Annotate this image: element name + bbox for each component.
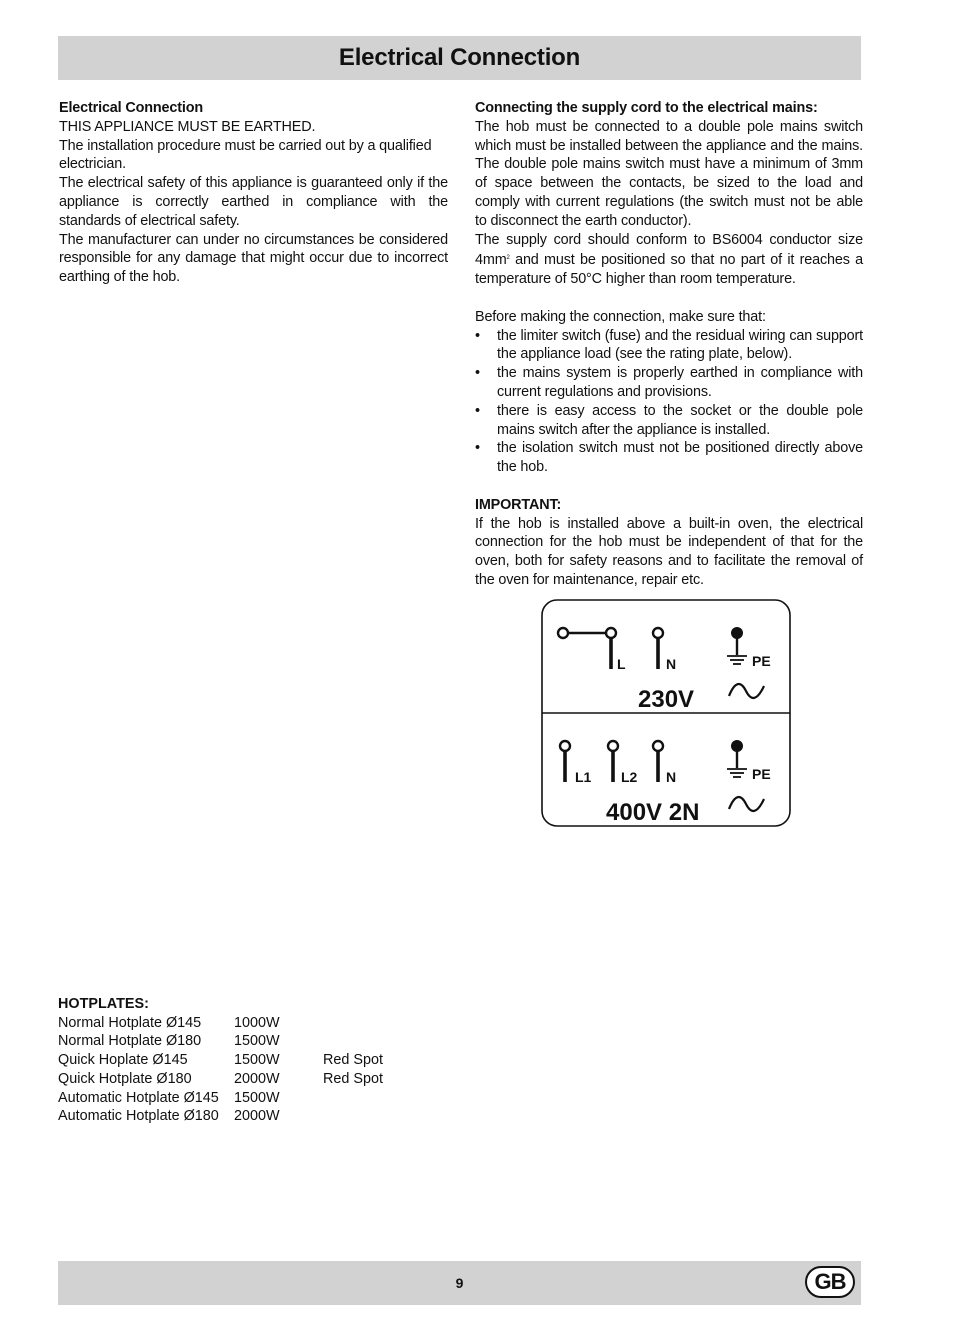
hotplate-power: 2000W <box>234 1108 280 1125</box>
voltage-230: 230V <box>638 686 695 713</box>
page-title: Electrical Connection <box>338 44 581 71</box>
footer-bar <box>58 1261 861 1305</box>
right-paragraph-2 <box>475 231 863 289</box>
hotplate-power: 2000W <box>234 1070 280 1087</box>
before-connection-text: Before making the connection, make sure that: <box>475 308 766 325</box>
label-pe: PE <box>752 766 771 782</box>
wiring-diagram <box>541 599 791 827</box>
important-text: If the hob is installed above a built-in oven, the electrical connection for the hob must be independent of that for the oven, both for safety reasons and to facilitate the removal of the oven for maintenance, repair etc. <box>475 515 863 588</box>
hotplate-name: Automatic Hotplate Ø145 <box>58 1089 219 1106</box>
header-bar <box>58 36 861 80</box>
hotplate-note <box>323 1107 383 1126</box>
left-paragraph-1: THIS APPLIANCE MUST BE EARTHED. <box>59 118 316 135</box>
hotplate-name: Quick Hotplate Ø180 <box>58 1070 192 1087</box>
hotplate-note <box>323 1089 383 1108</box>
left-paragraph-3: The electrical safety of this appliance is guaranteed only if the appliance is correctly earthed in compliance with the standards of electrical safety. <box>59 175 448 229</box>
table-row <box>58 1014 383 1033</box>
table-row <box>58 1070 383 1089</box>
right-column <box>475 99 863 590</box>
hotplate-name: Normal Hotplate Ø145 <box>58 1014 202 1031</box>
list-item: • there is easy access to the socket or the double pole mains switch after the appliance is installed. <box>475 402 863 440</box>
left-paragraph-4: The manufacturer can under no circumstances be considered responsible for any damage that might occur due to incorrect earthing of the hob. <box>59 231 448 286</box>
hotplate-note <box>323 1014 383 1033</box>
checklist <box>475 327 863 477</box>
label-l: L <box>617 656 626 672</box>
page-number: 9 <box>455 1275 464 1291</box>
hotplate-power: 1500W <box>234 1089 280 1106</box>
cord-text-end: and must be positioned so that no part of it reaches a temperature of 50°C higher than room temperature. <box>475 252 863 288</box>
table-row <box>58 1089 383 1108</box>
list-item: • the isolation switch must not be positioned directly above the hob. <box>475 439 863 477</box>
hotplate-name: Normal Hotplate Ø180 <box>58 1033 202 1050</box>
list-item: • the limiter switch (fuse) and the residual wiring can support the appliance load (see the rating plate, below). <box>475 327 863 365</box>
left-column <box>59 99 448 287</box>
list-item: • the mains system is properly earthed in compliance with current regulations and provisions. <box>475 364 863 402</box>
label-n: N <box>666 656 677 672</box>
hotplate-name: Automatic Hotplate Ø180 <box>58 1108 219 1125</box>
label-l2: L2 <box>621 769 638 785</box>
superscript-2: 2 <box>506 255 510 262</box>
voltage-400: 400V 2N <box>606 799 700 826</box>
hotplates-table <box>58 1014 383 1126</box>
country-badge: GB <box>805 1266 855 1298</box>
hotplate-note: Red Spot <box>323 1070 384 1087</box>
table-row <box>58 1051 383 1070</box>
right-heading: Connecting the supply cord to the electrical mains: <box>475 100 818 116</box>
hotplate-note <box>323 1032 383 1051</box>
label-pe: PE <box>752 653 771 669</box>
hotplates-heading: HOTPLATES: <box>58 996 149 1012</box>
hotplate-name: Quick Hoplate Ø145 <box>58 1052 188 1069</box>
right-paragraph-1: The hob must be connected to a double pole mains switch which must be installed between the appliance and the mains. The double pole mains switch must have a minimum of 3mm of space between the contacts, be sized to the load and comply with current regulations (the switch must not be able to disconnect the earth conductor). <box>475 118 863 229</box>
left-paragraph-2: The installation procedure must be carried out by a qualified electrician. <box>59 137 432 173</box>
left-heading: Electrical Connection <box>59 100 203 116</box>
important-heading: IMPORTANT: <box>475 496 562 513</box>
hotplates-section <box>58 995 383 1126</box>
table-row <box>58 1032 383 1051</box>
hotplate-power: 1500W <box>234 1052 280 1069</box>
hotplate-power: 1500W <box>234 1033 280 1050</box>
label-l1: L1 <box>575 769 592 785</box>
table-row <box>58 1107 383 1126</box>
hotplate-note: Red Spot <box>323 1052 384 1069</box>
hotplate-power: 1000W <box>234 1014 280 1031</box>
label-n: N <box>666 769 677 785</box>
cord-text-start: The supply cord should conform to BS6004 conductor size 4mm <box>475 231 863 269</box>
